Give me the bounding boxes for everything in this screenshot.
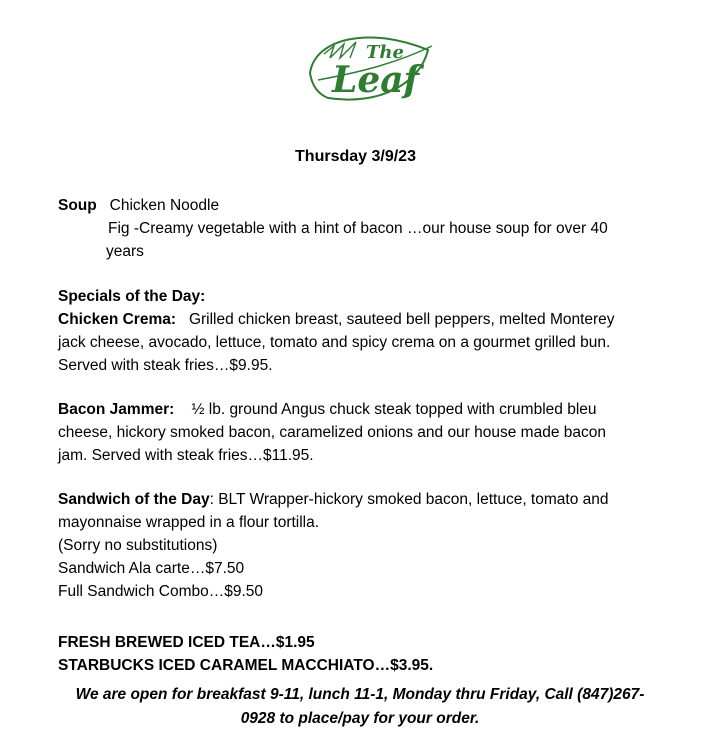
chicken-crema-line-3: Served with steak fries…$9.95.: [58, 357, 273, 374]
logo-text-top: The: [366, 42, 404, 63]
soup-item-1: Chicken Noodle: [109, 197, 220, 214]
chicken-crema-line-2: jack cheese, avocado, lettuce, tomato and spicy crema on a gourmet grilled bun.: [58, 334, 611, 351]
leaf-logo-icon: [300, 28, 440, 108]
bacon-jammer-section: [58, 398, 678, 467]
soup-section: [58, 194, 678, 263]
soup-label: Soup: [58, 197, 97, 214]
bacon-jammer-line-2: cheese, hickory smoked bacon, caramelized onions and our house made bacon: [58, 424, 606, 441]
hours-footer: [40, 683, 680, 731]
soup-item-2: [58, 217, 678, 240]
soup-item-2-line-1: Fig -Creamy vegetable with a hint of bacon …our house soup for over 40: [108, 220, 608, 237]
logo-text-main: Leaf: [332, 59, 420, 101]
specials-section: [58, 285, 678, 377]
sandwich-combo: Full Sandwich Combo…$9.50: [58, 583, 264, 600]
sandwich-label: Sandwich of the Day: [58, 491, 210, 508]
footer-line-1: We are open for breakfast 9-11, lunch 11-1, Monday thru Friday, Call (847)267-: [75, 686, 645, 703]
sandwich-line-1: : BLT Wrapper-hickory smoked bacon, lettuce, tomato and: [209, 491, 609, 508]
bacon-jammer-label: Bacon Jammer:: [58, 401, 175, 418]
sandwich-section: [58, 488, 678, 603]
iced-tea-line: FRESH BREWED ICED TEA…$1.95: [58, 634, 315, 651]
drinks-section: [58, 631, 678, 677]
macchiato-line: STARBUCKS ICED CARAMEL MACCHIATO…$3.95.: [58, 657, 434, 674]
sandwich-line-2: mayonnaise wrapped in a flour tortilla.: [58, 514, 320, 531]
sandwich-ala-carte: Sandwich Ala carte…$7.50: [58, 560, 245, 577]
footer-line-2: 0928 to place/pay for your order.: [240, 710, 480, 727]
bacon-jammer-line-1: ½ lb. ground Angus chuck steak topped with crumbled bleu: [191, 401, 597, 418]
bacon-jammer-line-3: jam. Served with steak fries…$11.95.: [58, 447, 314, 464]
sandwich-line-3: (Sorry no substitutions): [58, 537, 218, 554]
soup-item-2-line-2: years: [106, 243, 144, 260]
chicken-crema-label: Chicken Crema:: [58, 311, 177, 328]
chicken-crema-line-1: Grilled chicken breast, sauteed bell peppers, melted Monterey: [188, 311, 615, 328]
specials-heading: Specials of the Day:: [58, 288, 206, 305]
menu-date: Thursday 3/9/23: [295, 148, 416, 165]
